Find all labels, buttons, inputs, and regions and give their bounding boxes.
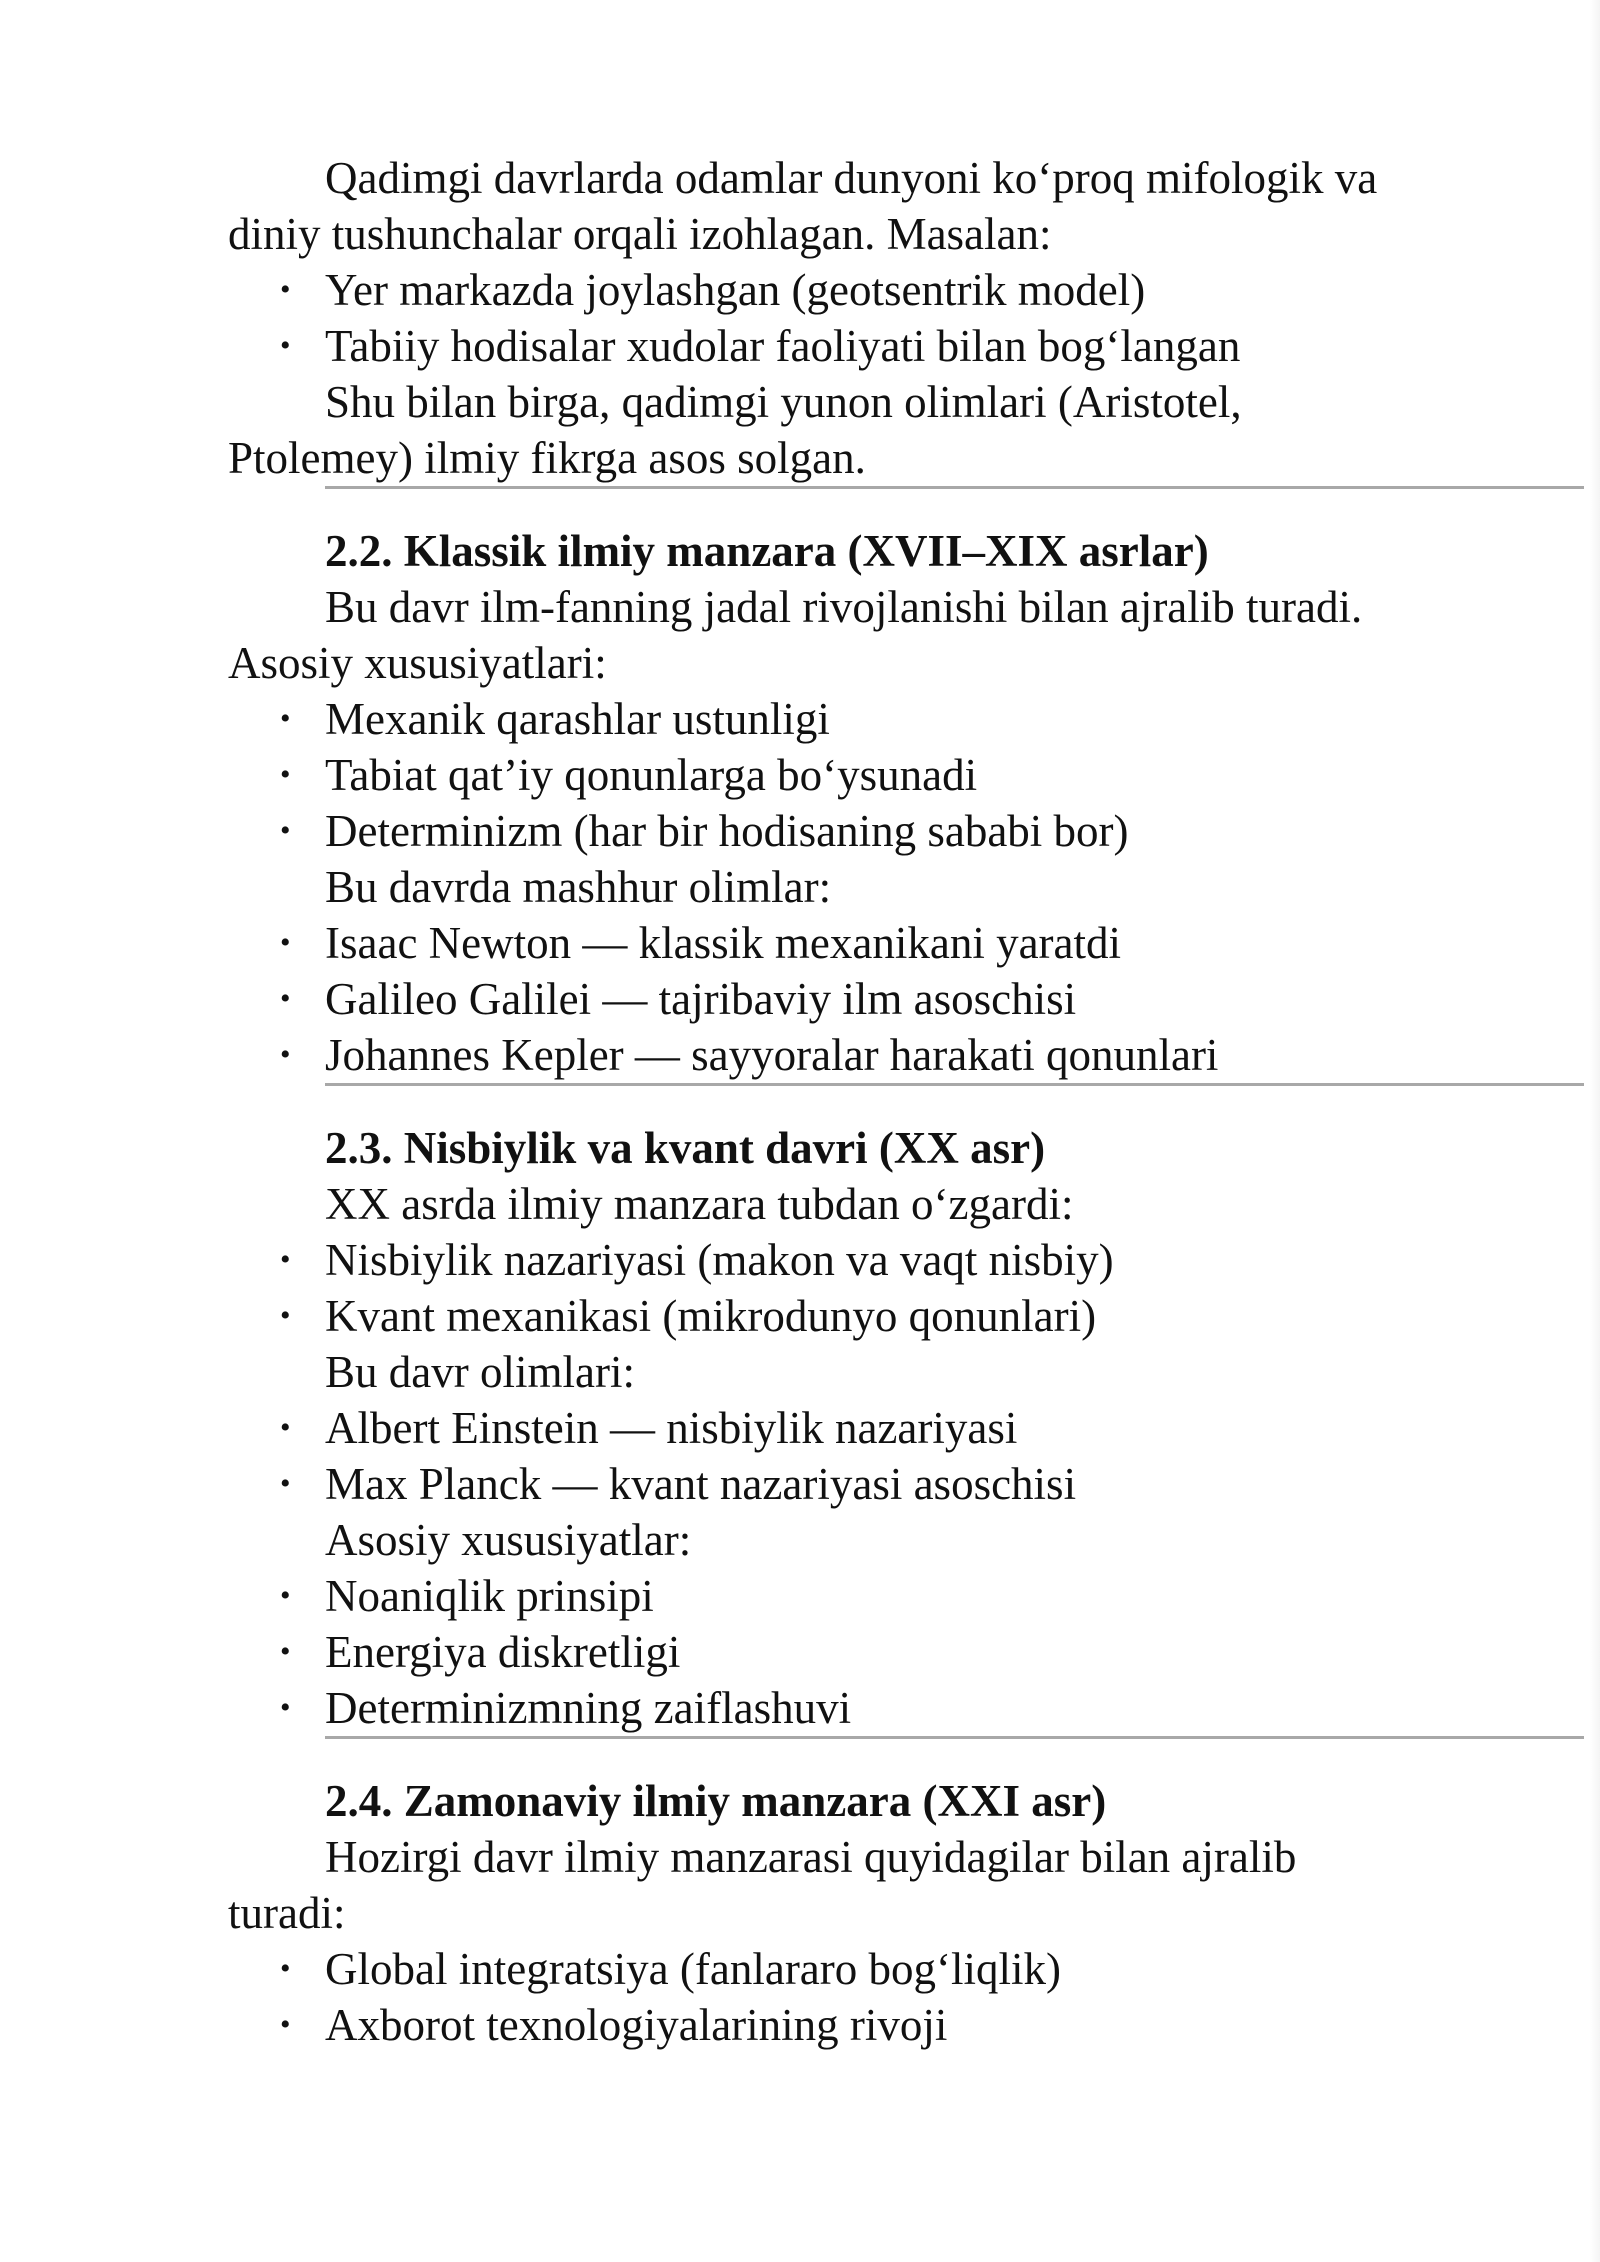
intro-paragraph-line-2: diniy tushunchalar orqali izohlagan. Masalan: — [228, 209, 1052, 259]
list-item-text: Kvant mexanikasi (mikrodunyo qonunlari) — [325, 1291, 1097, 1341]
intro-paragraph-line-1: Qadimgi davrlarda odamlar dunyoni ko‘proq mifologik va — [325, 153, 1378, 203]
bullet-icon: • — [280, 1411, 291, 1444]
bullet-icon: • — [280, 758, 291, 791]
list-item-text: Determinizmning zaiflashuvi — [325, 1683, 852, 1733]
list-item — [228, 915, 1580, 971]
list-item-text: Mexanik qarashlar ustunligi — [325, 694, 830, 744]
list-item — [228, 1027, 1580, 1083]
list-item-text: Max Planck — kvant nazariyasi asoschisi — [325, 1459, 1077, 1509]
list-item — [228, 1568, 1580, 1624]
list-item — [228, 971, 1580, 1027]
section-2-3-intro: XX asrda ilmiy manzara tubdan o‘zgardi: — [325, 1179, 1074, 1229]
list-item-text: Energiya diskretligi — [325, 1627, 681, 1677]
intro-paragraph-2-line-2: Ptolemey) ilmiy fikrga asos solgan. — [228, 433, 866, 483]
list-item-text: Axborot texnologiyalarining rivoji — [325, 2000, 948, 2050]
list-item-text: Galileo Galilei — tajribaviy ilm asoschisi — [325, 974, 1077, 1024]
list-item — [228, 1232, 1580, 1288]
section-2-4-paragraph-line-2: turadi: — [228, 1888, 346, 1938]
section-2-2-paragraph-line-1: Bu davr ilm-fanning jadal rivojlanishi bilan ajralib turadi. — [325, 582, 1363, 632]
list-item — [228, 691, 1580, 747]
section-heading-2-2: 2.2. Klassik ilmiy manzara (XVII–XIX asrlar) — [325, 526, 1209, 576]
section-heading-2-4: 2.4. Zamonaviy ilmiy manzara (XXI asr) — [325, 1776, 1107, 1826]
list-item — [228, 1456, 1580, 1512]
bullet-icon: • — [280, 702, 291, 735]
list-item — [228, 1997, 1580, 2053]
bullet-icon: • — [280, 1691, 291, 1724]
list-item — [228, 803, 1580, 859]
section-2-4-paragraph-line-1: Hozirgi davr ilmiy manzarasi quyidagilar bilan ajralib — [325, 1832, 1297, 1882]
list-item — [228, 318, 1580, 374]
page-edge-shadow — [1590, 0, 1600, 2262]
bullet-icon: • — [280, 926, 291, 959]
bullet-icon: • — [280, 273, 291, 306]
list-item — [228, 262, 1580, 318]
document-page — [228, 150, 1580, 2053]
section-2-3-features-intro: Asosiy xususiyatlar: — [325, 1515, 692, 1565]
list-item — [228, 1400, 1580, 1456]
bullet-icon: • — [280, 1467, 291, 1500]
list-item — [228, 1624, 1580, 1680]
list-item-text: Noaniqlik prinsipi — [325, 1571, 654, 1621]
list-item-text: Determinizm (har bir hodisaning sababi bor) — [325, 806, 1129, 856]
section-2-3-scientists-intro: Bu davr olimlari: — [325, 1347, 635, 1397]
list-item-text: Albert Einstein — nisbiylik nazariyasi — [325, 1403, 1018, 1453]
bullet-icon: • — [280, 1299, 291, 1332]
list-item-text: Yer markazda joylashgan (geotsentrik model) — [325, 265, 1146, 315]
list-item — [228, 1680, 1580, 1736]
list-item-text: Nisbiylik nazariyasi (makon va vaqt nisbiy) — [325, 1235, 1114, 1285]
bullet-icon: • — [280, 1038, 291, 1071]
bullet-icon: • — [280, 1579, 291, 1612]
section-2-2-scientists-intro: Bu davrda mashhur olimlar: — [325, 862, 832, 912]
bullet-icon: • — [280, 2008, 291, 2041]
list-item-text: Tabiiy hodisalar xudolar faoliyati bilan bog‘langan — [325, 321, 1241, 371]
list-item-text: Global integratsiya (fanlararo bog‘liqlik) — [325, 1944, 1061, 1994]
bullet-icon: • — [280, 1243, 291, 1276]
list-item — [228, 747, 1580, 803]
list-item — [228, 1941, 1580, 1997]
list-item — [228, 1288, 1580, 1344]
bullet-icon: • — [280, 329, 291, 362]
list-item-text: Johannes Kepler — sayyoralar harakati qonunlari — [325, 1030, 1219, 1080]
section-heading-2-3: 2.3. Nisbiylik va kvant davri (XX asr) — [325, 1123, 1046, 1173]
bullet-icon: • — [280, 814, 291, 847]
list-item-text: Isaac Newton — klassik mexanikani yaratdi — [325, 918, 1122, 968]
list-item-text: Tabiat qat’iy qonunlarga bo‘ysunadi — [325, 750, 978, 800]
bullet-icon: • — [280, 1952, 291, 1985]
bullet-icon: • — [280, 1635, 291, 1668]
bullet-icon: • — [280, 982, 291, 1015]
intro-paragraph-2-line-1: Shu bilan birga, qadimgi yunon olimlari (Aristotel, — [325, 377, 1242, 427]
section-2-2-paragraph-line-2: Asosiy xususiyatlari: — [228, 638, 607, 688]
